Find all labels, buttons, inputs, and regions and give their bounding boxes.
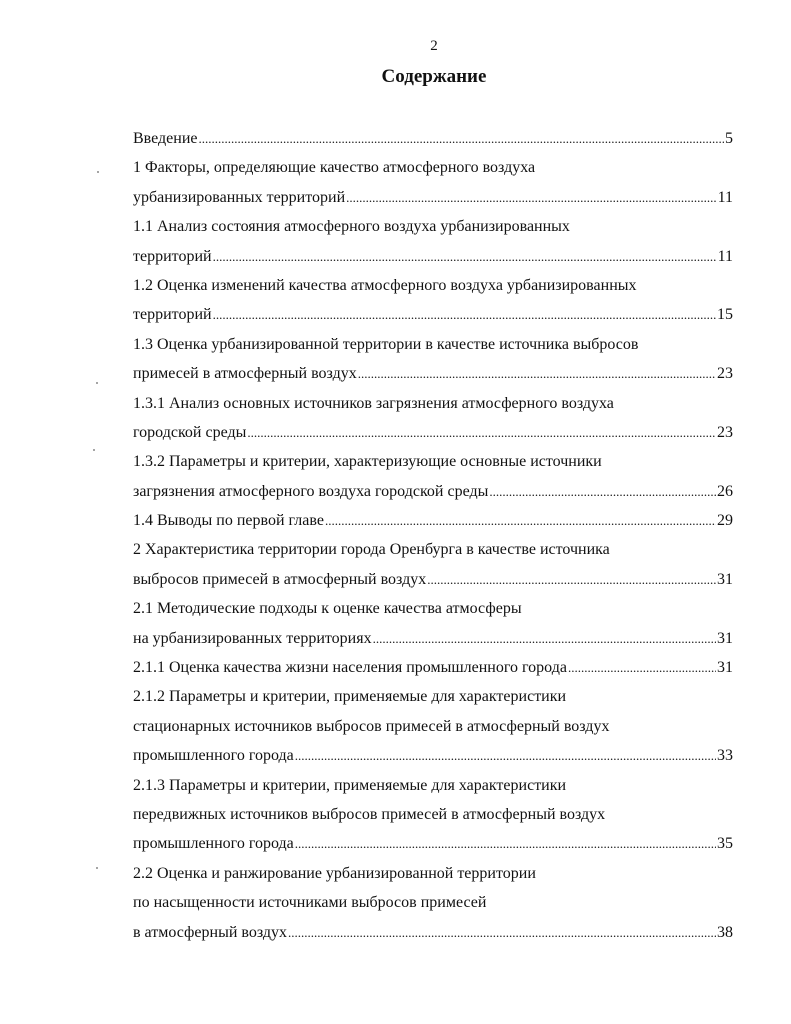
toc-entry-text: 2.2 Оценка и ранжирование урбанизированной территории <box>133 864 536 882</box>
toc-dot-leader <box>346 183 716 212</box>
toc-dot-leader <box>358 359 716 388</box>
toc-entry <box>133 565 733 594</box>
toc-dot-leader <box>288 918 716 947</box>
toc-entry <box>133 124 733 153</box>
toc-entry <box>133 300 733 329</box>
toc-entry-text: загрязнения атмосферного воздуха городской среды <box>133 482 489 500</box>
toc-entry-text: 1.4 Выводы по первой главе <box>133 512 324 530</box>
toc-entry-text: 2.1.2 Параметры и критерии, применяемые для характеристики <box>133 688 567 706</box>
toc-entry-text: передвижных источников выбросов примесей в атмосферный воздух <box>133 805 606 823</box>
toc-entry-text: промышленного города <box>133 747 294 765</box>
toc-entry-text: городской среды <box>133 423 247 441</box>
toc-dot-leader <box>295 829 716 858</box>
toc-entry <box>133 506 733 535</box>
toc-page-number: 31 <box>717 570 733 588</box>
toc-entry <box>133 888 733 917</box>
toc-entry-text: 2.1.1 Оценка качества жизни населения промышленного города <box>133 659 567 677</box>
toc-entry-text: 1.1 Анализ состояния атмосферного воздуха урбанизированных <box>133 218 570 236</box>
toc-entry-text: в атмосферный воздух <box>133 923 288 941</box>
toc-entry <box>133 741 733 770</box>
toc-entry-text: 2 Характеристика территории города Оренбурга в качестве источника <box>133 541 610 559</box>
toc-entry <box>133 418 733 447</box>
toc-entry <box>133 829 733 858</box>
toc-entry-text: 1.2 Оценка изменений качества атмосферного воздуха урбанизированных <box>133 276 637 294</box>
toc-dot-leader <box>295 741 716 770</box>
toc-entry-text: 1.3.1 Анализ основных источников загрязнения атмосферного воздуха <box>133 394 614 412</box>
toc-entry-text: промышленного города <box>133 835 294 853</box>
scan-speck <box>93 449 95 451</box>
toc-entry <box>133 242 733 271</box>
toc-entry-text: территорий <box>133 247 212 265</box>
toc-entry <box>133 918 733 947</box>
toc-entry <box>133 153 733 182</box>
toc-dot-leader <box>325 506 716 535</box>
toc-page-number: 11 <box>717 188 733 206</box>
toc-entry-text: по насыщенности источниками выбросов примесей <box>133 894 487 912</box>
toc-page-number: 31 <box>717 629 733 647</box>
toc-entry <box>133 389 733 418</box>
toc-page-number: 15 <box>717 306 733 324</box>
toc-dot-leader <box>199 124 725 153</box>
toc-entry <box>133 859 733 888</box>
toc-page-number: 38 <box>717 923 733 941</box>
toc-entry <box>133 712 733 741</box>
toc-entry-text: 2.1.3 Параметры и критерии, применяемые для характеристики <box>133 776 567 794</box>
toc-entry <box>133 212 733 241</box>
toc-entry <box>133 271 733 300</box>
toc-entry <box>133 535 733 564</box>
toc-entry <box>133 359 733 388</box>
toc-entry <box>133 183 733 212</box>
toc-dot-leader <box>247 418 716 447</box>
toc-entry-text: 2.1 Методические подходы к оценке качества атмосферы <box>133 600 522 618</box>
table-of-contents <box>133 124 733 947</box>
toc-dot-leader <box>489 477 716 506</box>
toc-entry <box>133 594 733 623</box>
scan-speck <box>96 382 98 384</box>
toc-entry-text: 1.3.2 Параметры и критерии, характеризующие основные источники <box>133 453 602 471</box>
toc-entry-text: стационарных источников выбросов примесей в атмосферный воздух <box>133 717 610 735</box>
scan-speck <box>96 867 98 869</box>
toc-entry-text: выбросов примесей в атмосферный воздух <box>133 570 427 588</box>
toc-page-number: 31 <box>717 659 733 677</box>
toc-entry <box>133 477 733 506</box>
toc-page-number: 11 <box>717 247 733 265</box>
toc-entry-text: урбанизированных территорий <box>133 188 346 206</box>
toc-page-number: 26 <box>717 482 733 500</box>
toc-entry <box>133 771 733 800</box>
toc-dot-leader <box>427 565 716 594</box>
toc-page-number: 23 <box>717 365 733 383</box>
toc-entry <box>133 653 733 682</box>
toc-dot-leader <box>373 624 716 653</box>
toc-page-number: 35 <box>717 835 733 853</box>
scan-speck <box>97 171 99 173</box>
toc-page-number: 23 <box>717 423 733 441</box>
toc-dot-leader <box>213 300 716 329</box>
toc-entry-text: территорий <box>133 306 212 324</box>
toc-entry-text: 1 Факторы, определяющие качество атмосферного воздуха <box>133 159 536 177</box>
toc-entry-text: 1.3 Оценка урбанизированной территории в качестве источника выбросов <box>133 335 639 353</box>
toc-dot-leader <box>568 653 716 682</box>
toc-page-number: 33 <box>717 747 733 765</box>
page-title: Содержание <box>381 66 487 87</box>
toc-page-number: 29 <box>717 512 733 530</box>
toc-entry <box>133 330 733 359</box>
page-number: 2 <box>430 38 438 54</box>
toc-entry <box>133 624 733 653</box>
toc-entry <box>133 447 733 476</box>
toc-dot-leader <box>213 242 717 271</box>
toc-entry-text: примесей в атмосферный воздух <box>133 365 357 383</box>
toc-entry-text: на урбанизированных территориях <box>133 629 372 647</box>
toc-entry <box>133 682 733 711</box>
toc-entry-text: Введение <box>133 130 198 147</box>
toc-entry <box>133 800 733 829</box>
toc-page-number: 5 <box>725 130 733 147</box>
